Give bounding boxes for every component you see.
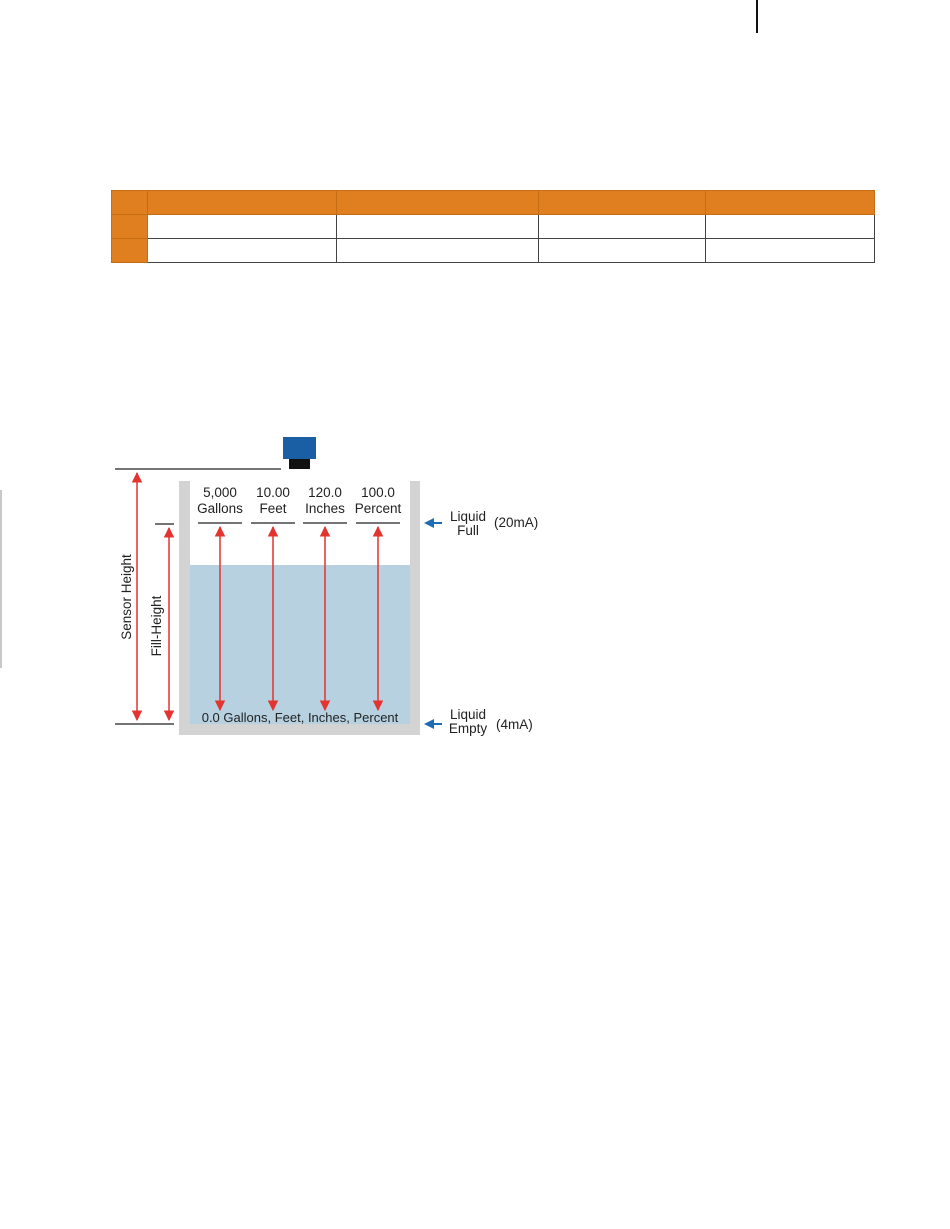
table-header-cell	[539, 191, 706, 215]
table-row	[112, 239, 875, 263]
liquid-empty-label-line2: Empty	[448, 721, 488, 736]
liquid-fill	[190, 565, 410, 724]
gallons-value: 5,000	[203, 485, 237, 500]
sensor-height-label: Sensor Height	[119, 554, 134, 640]
table-cell	[539, 215, 706, 239]
inches-value: 120.0	[308, 485, 342, 500]
feet-value: 10.00	[256, 485, 290, 500]
table-header-cell	[112, 191, 148, 215]
liquid-empty-label-line1: Liquid	[449, 707, 487, 722]
page-corner-rule	[756, 0, 758, 33]
empty-current-label: (4mA)	[496, 717, 533, 732]
table-cell	[539, 239, 706, 263]
sensor-body	[283, 437, 316, 459]
liquid-full-label-line2: Full	[457, 523, 479, 538]
table-cell	[148, 239, 337, 263]
table-row	[112, 215, 875, 239]
table-header-cell	[337, 191, 539, 215]
table-cell	[112, 239, 148, 263]
feet-unit: Feet	[259, 501, 287, 516]
table-cell	[706, 215, 875, 239]
table-cell	[337, 239, 539, 263]
table-header-row	[112, 191, 875, 215]
inches-unit: Inches	[305, 501, 345, 516]
page-side-rule	[0, 490, 2, 668]
spec-table	[111, 190, 875, 263]
table-cell	[337, 215, 539, 239]
full-current-label: (20mA)	[494, 515, 539, 530]
tank-level-diagram	[108, 432, 548, 752]
percent-value: 100.0	[361, 485, 395, 500]
liquid-full-label-line1: Liquid	[449, 509, 487, 524]
table-header-cell	[706, 191, 875, 215]
sensor-base	[289, 459, 310, 469]
full-pointer-arrow	[424, 518, 434, 528]
table-cell	[148, 215, 337, 239]
fill-height-label: Fill-Height	[149, 595, 164, 657]
table-cell	[706, 239, 875, 263]
empty-level-note: 0.0 Gallons, Feet, Inches, Percent	[201, 710, 399, 725]
empty-pointer-arrow	[424, 719, 434, 729]
percent-unit: Percent	[354, 501, 402, 516]
table-cell	[112, 215, 148, 239]
gallons-unit: Gallons	[197, 501, 243, 516]
table-header-cell	[148, 191, 337, 215]
